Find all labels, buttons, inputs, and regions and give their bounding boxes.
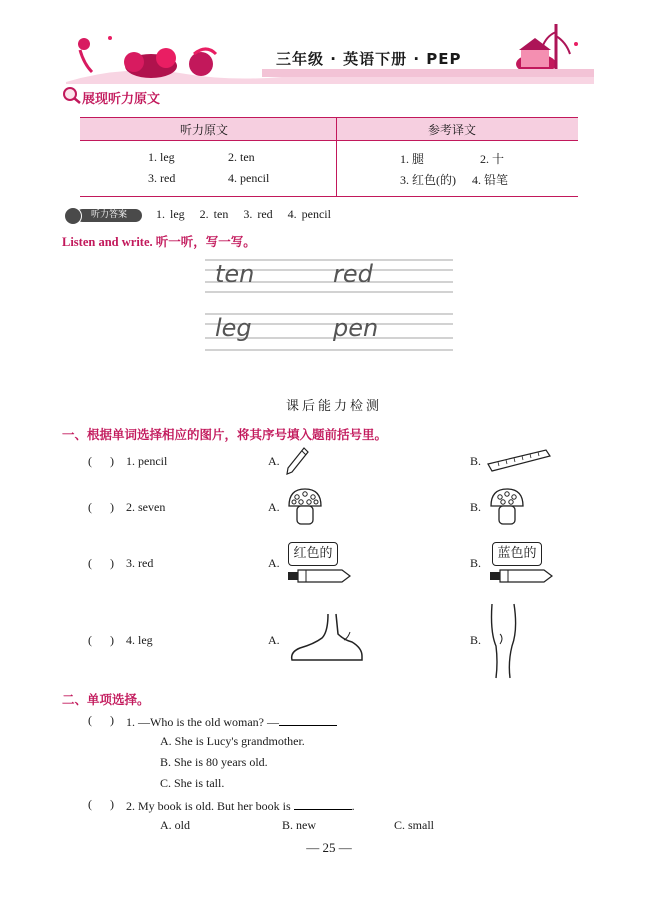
- answer-badge: [64, 207, 146, 223]
- option-a-label: A.: [268, 633, 280, 647]
- question-stem: [126, 797, 355, 814]
- table-header-left: 听力原文: [180, 123, 229, 137]
- option: B. She is 80 years old.: [160, 755, 268, 769]
- option-b-label: B.: [470, 556, 482, 570]
- transcript-table: [80, 117, 578, 197]
- paint-tube-icon: [286, 566, 354, 586]
- answer-bracket[interactable]: ( ): [88, 633, 114, 647]
- table-header: [80, 118, 578, 141]
- option: B. new: [282, 818, 316, 832]
- pencil-icon: [284, 446, 310, 476]
- magnifier-icon: [62, 86, 82, 104]
- section-heading: [62, 88, 160, 107]
- after-class-title: 课后能力检测: [286, 399, 383, 414]
- header-rule: [262, 69, 594, 77]
- option-a-label: A.: [268, 454, 280, 468]
- question-label: 1. pencil: [126, 454, 168, 468]
- written-word: red: [333, 260, 373, 288]
- written-word: leg: [215, 314, 252, 342]
- option-b-label: B.: [470, 500, 482, 514]
- answer-bracket[interactable]: ( ): [88, 556, 114, 570]
- answer-text: 1. leg 2. ten 3. red 4. pencil: [156, 207, 331, 221]
- question-label: 4. leg: [126, 633, 153, 647]
- header-title: 三年级 · 英语下册 · PEP: [276, 50, 462, 68]
- page-number: — 25 —: [306, 840, 352, 855]
- option-b-label: B.: [470, 454, 482, 468]
- ruler-icon: [486, 448, 552, 474]
- table-header-right: 参考译文: [428, 123, 477, 137]
- answer-bracket[interactable]: ( ): [88, 454, 114, 468]
- headphone-icon: [64, 207, 82, 225]
- option: A. old: [160, 818, 190, 832]
- written-word: pen: [333, 314, 379, 342]
- mushroom-icon: [488, 486, 526, 528]
- paint-tube-icon: [488, 566, 556, 586]
- table-cell: 1. leg: [148, 150, 175, 164]
- option-b-label: B.: [470, 633, 482, 647]
- table-cell: 3. red: [148, 171, 176, 185]
- section-heading-text: 展现听力原文: [82, 92, 161, 107]
- question-stem-text: 2. My book is old. But her book is: [126, 799, 291, 813]
- answer-blank[interactable]: [294, 797, 352, 810]
- mushroom-icon: [286, 486, 324, 528]
- table-cell: 2. ten: [228, 150, 255, 164]
- question-stem: [126, 713, 337, 730]
- table-cell: 3. 红色(的): [400, 173, 456, 187]
- table-divider: [336, 118, 337, 196]
- instruction: Listen and write. 听一听，写一写。: [62, 235, 256, 249]
- answer-bracket[interactable]: ( ): [88, 797, 114, 811]
- answer-bracket[interactable]: ( ): [88, 713, 114, 727]
- table-cell: 2. 十: [480, 152, 505, 166]
- part1-title: 一、根据单词选择相应的图片，将其序号填入题前括号里。: [62, 427, 388, 442]
- question-label: 3. red: [126, 556, 154, 570]
- option: C. She is tall.: [160, 776, 225, 790]
- answer-blank[interactable]: [279, 713, 337, 726]
- written-word: ten: [215, 260, 255, 288]
- option-a-label: A.: [268, 500, 280, 514]
- answer-badge-label: 听力答案: [76, 209, 142, 222]
- option: A. She is Lucy's grandmother.: [160, 734, 305, 748]
- table-cell: 4. pencil: [228, 171, 270, 185]
- answer-bracket[interactable]: ( ): [88, 500, 114, 514]
- question-label: 2. seven: [126, 500, 166, 514]
- writing-lines: [205, 258, 453, 354]
- table-cell: 4. 铅笔: [472, 173, 509, 187]
- option: C. small: [394, 818, 435, 832]
- option-a-label: A.: [268, 556, 280, 570]
- leg-icon: [486, 602, 522, 680]
- question-stem-end: .: [351, 799, 355, 813]
- question-stem-text: 1. —Who is the old woman? —: [126, 715, 279, 729]
- speech-bubble: 蓝色的: [492, 542, 542, 566]
- speech-bubble: 红色的: [288, 542, 338, 566]
- table-cell: 1. 腿: [400, 152, 425, 166]
- foot-icon: [288, 612, 368, 664]
- part2-title: 二、单项选择。: [62, 692, 150, 707]
